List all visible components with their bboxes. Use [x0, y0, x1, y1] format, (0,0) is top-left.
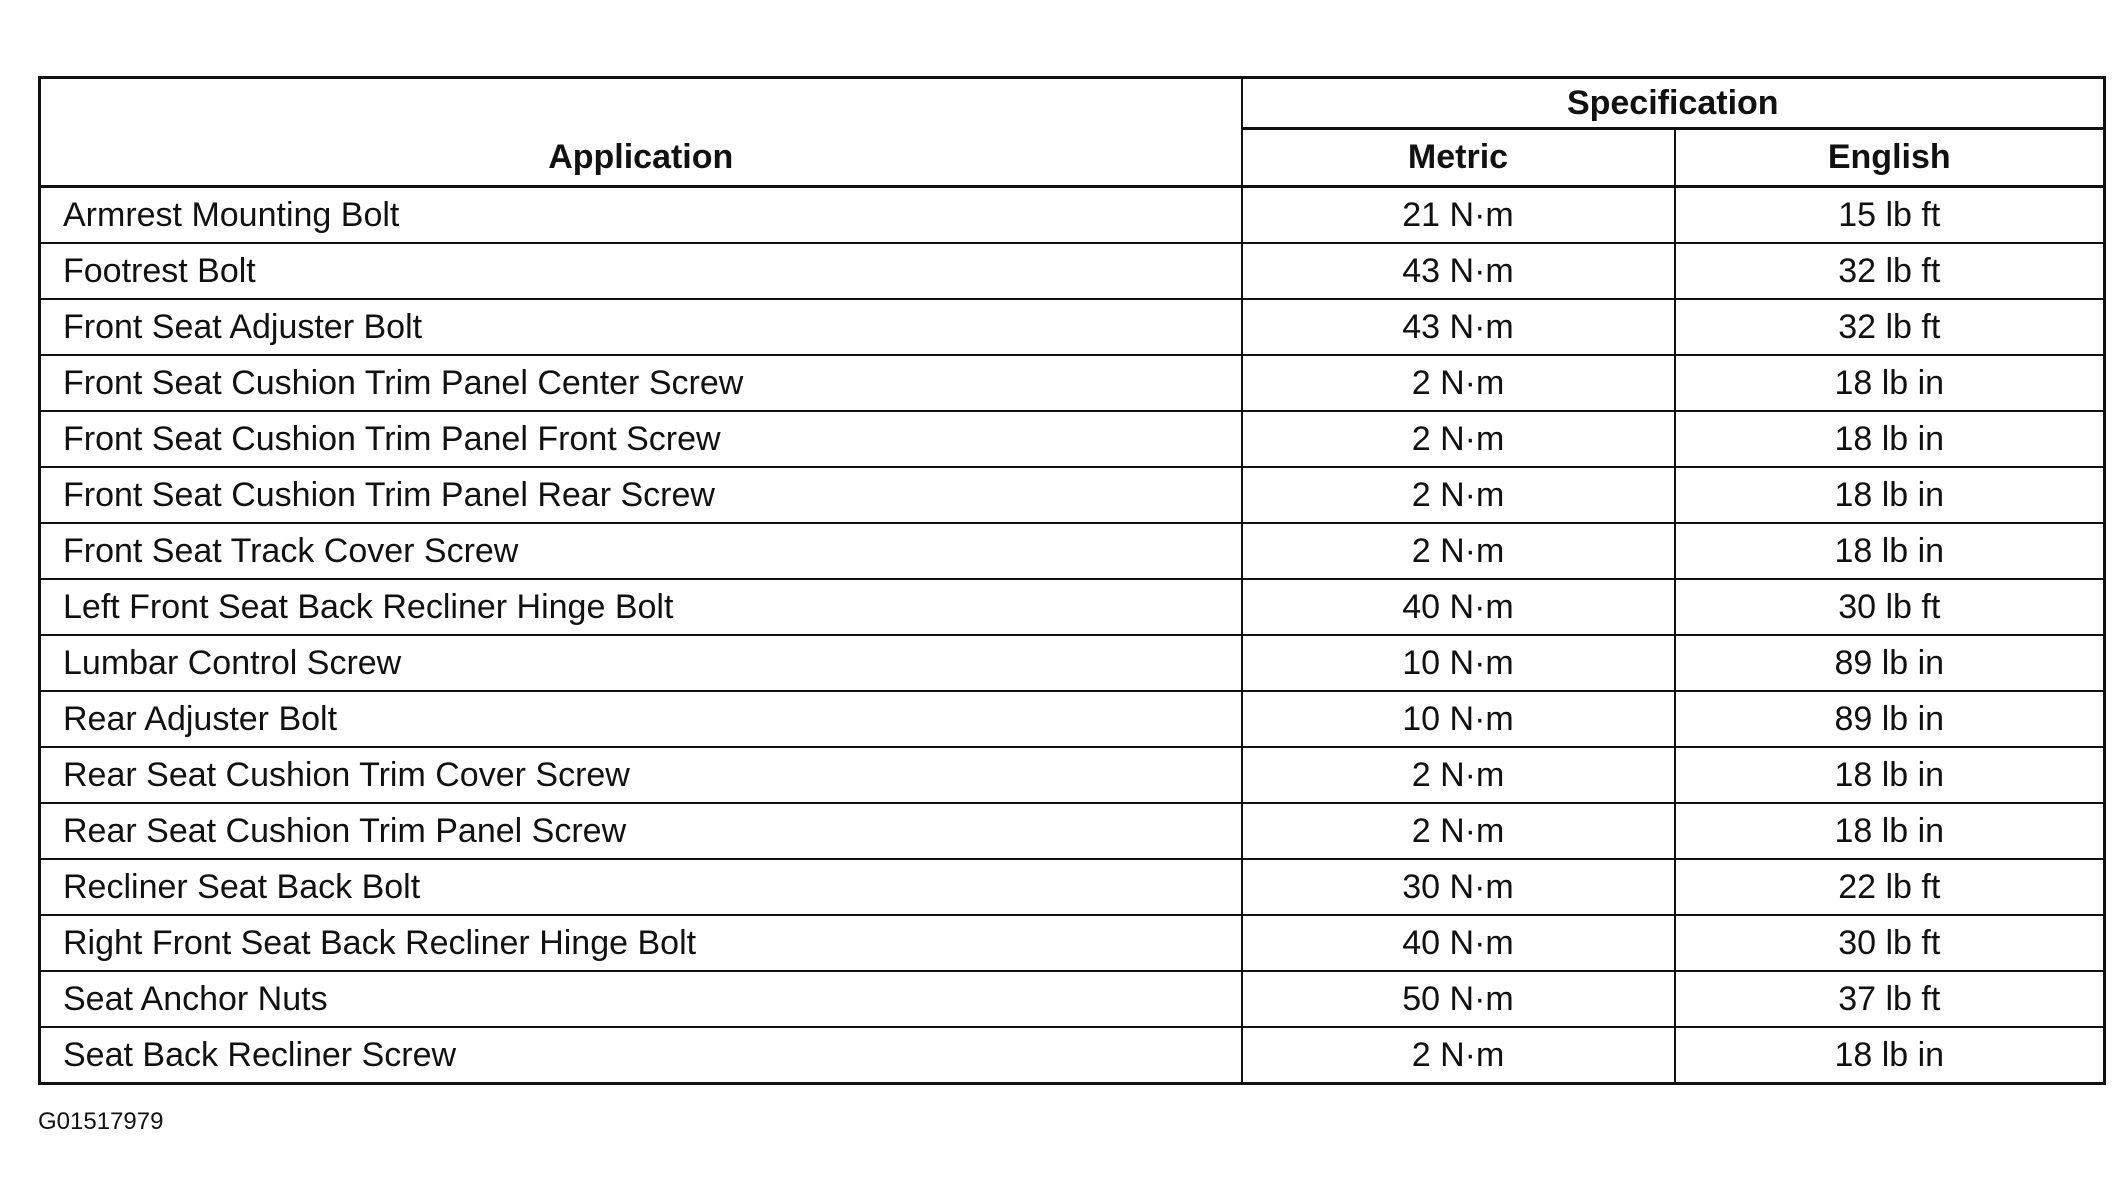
- metric-cell: 2 N·m: [1242, 355, 1675, 411]
- application-cell: Front Seat Adjuster Bolt: [40, 299, 1242, 355]
- application-cell: Front Seat Cushion Trim Panel Front Screw: [40, 411, 1242, 467]
- english-cell: 89 lb in: [1675, 691, 2105, 747]
- metric-cell: 2 N·m: [1242, 803, 1675, 859]
- application-cell: Front Seat Cushion Trim Panel Center Screw: [40, 355, 1242, 411]
- english-cell: 30 lb ft: [1675, 915, 2105, 971]
- table-row: [40, 579, 2105, 635]
- specification-group-header: Specification: [1242, 78, 2105, 129]
- table-row: [40, 243, 2105, 299]
- table-row: [40, 859, 2105, 915]
- table-row: [40, 299, 2105, 355]
- english-cell: 18 lb in: [1675, 355, 2105, 411]
- application-cell: Rear Adjuster Bolt: [40, 691, 1242, 747]
- application-cell: Rear Seat Cushion Trim Panel Screw: [40, 803, 1242, 859]
- metric-column-header: Metric: [1242, 129, 1675, 187]
- metric-cell: 21 N·m: [1242, 187, 1675, 244]
- metric-cell: 2 N·m: [1242, 1027, 1675, 1084]
- metric-cell: 30 N·m: [1242, 859, 1675, 915]
- english-cell: 18 lb in: [1675, 523, 2105, 579]
- english-cell: 15 lb ft: [1675, 187, 2105, 244]
- table-row: [40, 971, 2105, 1027]
- table-row: [40, 691, 2105, 747]
- table-row: [40, 523, 2105, 579]
- metric-cell: 2 N·m: [1242, 747, 1675, 803]
- table-row: [40, 747, 2105, 803]
- application-cell: Footrest Bolt: [40, 243, 1242, 299]
- figure-id-label: G01517979: [38, 1108, 164, 1135]
- metric-cell: 10 N·m: [1242, 691, 1675, 747]
- english-cell: 37 lb ft: [1675, 971, 2105, 1027]
- metric-cell: 2 N·m: [1242, 411, 1675, 467]
- metric-cell: 43 N·m: [1242, 299, 1675, 355]
- table-row: [40, 1027, 2105, 1084]
- english-cell: 18 lb in: [1675, 467, 2105, 523]
- application-cell: Seat Back Recliner Screw: [40, 1027, 1242, 1084]
- application-cell: Front Seat Cushion Trim Panel Rear Screw: [40, 467, 1242, 523]
- english-cell: 89 lb in: [1675, 635, 2105, 691]
- english-cell: 32 lb ft: [1675, 243, 2105, 299]
- english-cell: 32 lb ft: [1675, 299, 2105, 355]
- english-cell: 22 lb ft: [1675, 859, 2105, 915]
- table-row: [40, 187, 2105, 244]
- application-cell: Recliner Seat Back Bolt: [40, 859, 1242, 915]
- metric-cell: 43 N·m: [1242, 243, 1675, 299]
- metric-cell: 50 N·m: [1242, 971, 1675, 1027]
- table-row: [40, 467, 2105, 523]
- application-column-header: Application: [40, 78, 1242, 187]
- fastener-specification-table: [38, 76, 2106, 1085]
- application-cell: Front Seat Track Cover Screw: [40, 523, 1242, 579]
- application-cell: Lumbar Control Screw: [40, 635, 1242, 691]
- metric-cell: 10 N·m: [1242, 635, 1675, 691]
- metric-cell: 2 N·m: [1242, 523, 1675, 579]
- english-cell: 18 lb in: [1675, 747, 2105, 803]
- table-row: [40, 411, 2105, 467]
- application-cell: Seat Anchor Nuts: [40, 971, 1242, 1027]
- metric-cell: 40 N·m: [1242, 915, 1675, 971]
- table-row: [40, 355, 2105, 411]
- metric-cell: 2 N·m: [1242, 467, 1675, 523]
- application-cell: Rear Seat Cushion Trim Cover Screw: [40, 747, 1242, 803]
- application-cell: Left Front Seat Back Recliner Hinge Bolt: [40, 579, 1242, 635]
- english-cell: 18 lb in: [1675, 803, 2105, 859]
- table-row: [40, 635, 2105, 691]
- english-column-header: English: [1675, 129, 2105, 187]
- english-cell: 18 lb in: [1675, 411, 2105, 467]
- english-cell: 30 lb ft: [1675, 579, 2105, 635]
- table-row: [40, 915, 2105, 971]
- english-cell: 18 lb in: [1675, 1027, 2105, 1084]
- table-row: [40, 803, 2105, 859]
- application-cell: Right Front Seat Back Recliner Hinge Bolt: [40, 915, 1242, 971]
- application-cell: Armrest Mounting Bolt: [40, 187, 1242, 244]
- metric-cell: 40 N·m: [1242, 579, 1675, 635]
